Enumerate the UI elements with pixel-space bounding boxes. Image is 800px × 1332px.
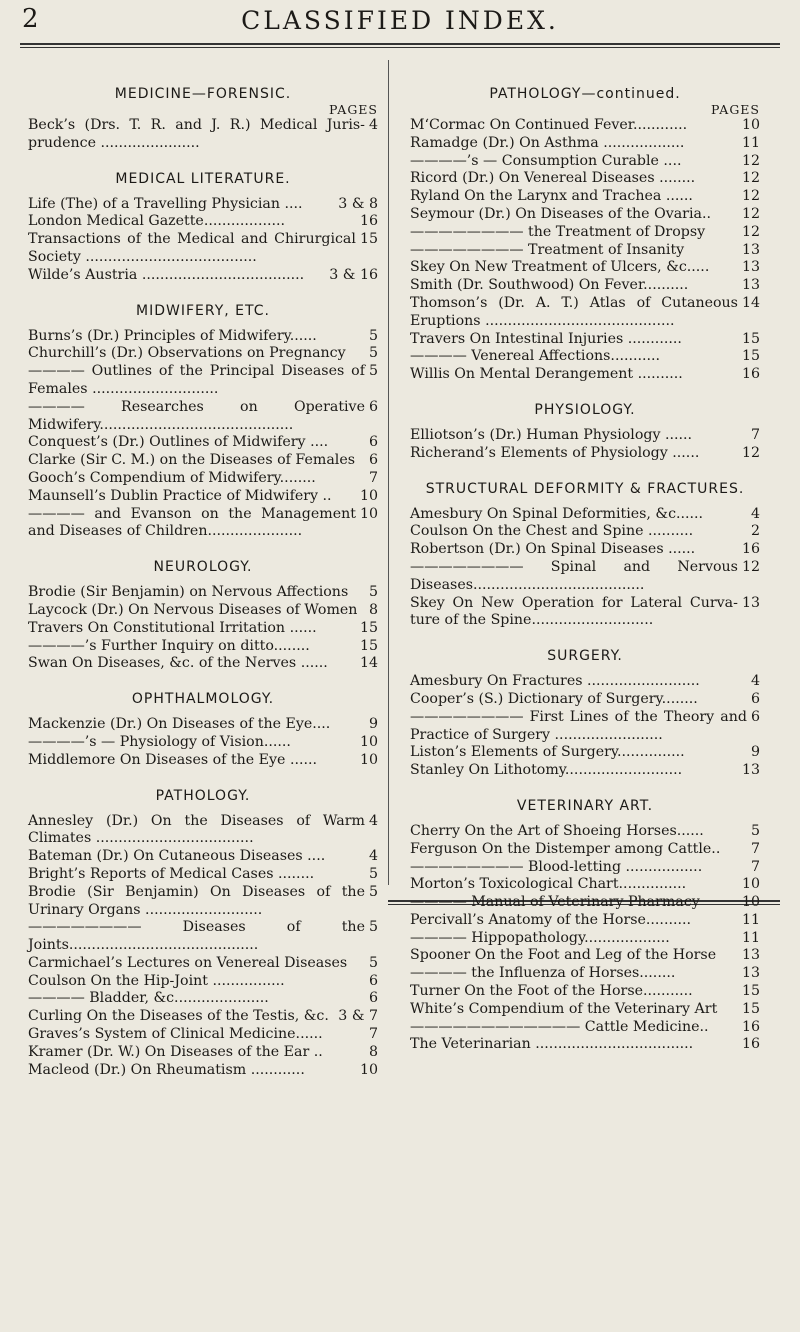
- entry-page-ref: 5: [368, 327, 378, 344]
- index-entry: [28, 434, 378, 452]
- index-entry: [28, 848, 378, 866]
- index-entry: [410, 876, 760, 894]
- entry-title: Smith (Dr. Southwood) On Fever..........: [410, 277, 689, 294]
- entry-title: Seymour (Dr.) On Diseases of the Ovaria..: [410, 205, 711, 222]
- entry-title: Robertson (Dr.) On Spinal Diseases ......: [410, 541, 696, 558]
- entry-page-ref: 11: [741, 911, 760, 928]
- index-entry: [410, 965, 760, 983]
- entry-title: Travers On Constitutional Irritation ......: [28, 619, 317, 636]
- section-heading: PATHOLOGY—continued.: [489, 86, 681, 102]
- index-entry: [410, 427, 760, 445]
- entry-page-ref: 5: [368, 919, 378, 936]
- entry-page-ref: 6: [368, 972, 378, 989]
- section-heading: MEDICINE—FORENSIC.: [114, 86, 292, 102]
- entry-page-ref: 15: [741, 348, 760, 365]
- entry-title: Maunsell’s Dublin Practice of Midwifery ..: [28, 487, 332, 504]
- entry-title: Clarke (Sir C. M.) on the Diseases of Females: [28, 452, 356, 469]
- running-title: CLASSIFIED INDEX.: [241, 6, 559, 35]
- section-heading: SURGERY.: [547, 648, 623, 665]
- entry-page-ref: 6: [368, 398, 378, 415]
- entry-title: Amesbury On Spinal Deformities, &c......: [410, 505, 704, 522]
- entry-title: Skey On New Operation for Lateral Curva- ture of the Spine...........................: [410, 594, 738, 629]
- entry-page-ref: 6: [368, 990, 378, 1007]
- entry-page-ref: 13: [741, 594, 760, 611]
- index-entry: [410, 559, 760, 595]
- index-entry: [410, 1036, 760, 1054]
- entry-title: Ryland On the Larynx and Trachea ......: [410, 188, 693, 205]
- entry-title: Skey On New Treatment of Ulcers, &c.....: [410, 259, 710, 276]
- index-entry: [410, 859, 760, 877]
- entry-page-ref: 6: [368, 434, 378, 451]
- index-entry: [410, 744, 760, 762]
- entry-page-ref: 15: [741, 983, 760, 1000]
- entry-title: ———— Researches on Operative Midwifery...........................................: [28, 398, 365, 433]
- index-entry: [410, 841, 760, 859]
- entry-page-ref: 6: [750, 708, 760, 725]
- entry-page-ref: 13: [741, 762, 760, 779]
- entry-page-ref: 15: [359, 619, 378, 636]
- index-entry: [410, 445, 760, 463]
- entry-title: ———— Venereal Affections...........: [410, 348, 661, 365]
- entry-page-ref: 13: [741, 241, 760, 258]
- index-entry: [28, 620, 378, 638]
- entry-page-ref: 12: [741, 170, 760, 187]
- index-entry: [28, 955, 378, 973]
- entry-page-ref: 12: [741, 558, 760, 575]
- entry-title: Macleod (Dr.) On Rheumatism ............: [28, 1061, 305, 1078]
- entry-page-ref: 15: [359, 637, 378, 654]
- index-entry: [28, 813, 378, 849]
- entry-title: Laycock (Dr.) On Nervous Diseases of Women: [28, 601, 358, 618]
- entry-title: M‘Cormac On Continued Fever............: [410, 117, 688, 133]
- index-entry: [28, 1062, 378, 1080]
- entry-title: ———————————— Cattle Medicine..: [410, 1018, 709, 1035]
- entry-page-ref: 16: [741, 1018, 760, 1035]
- entry-page-ref: 16: [741, 541, 760, 558]
- entry-page-ref: 7: [368, 469, 378, 486]
- entry-title: Thomson’s (Dr. A. T.) Atlas of Cutaneous Eruptions ..........................................: [410, 294, 738, 329]
- entry-page-ref: 12: [741, 188, 760, 205]
- index-entry: [28, 990, 378, 1008]
- index-entry: [410, 188, 760, 206]
- entry-title: ———————— Spinal and Nervous Diseases......................................: [410, 558, 738, 593]
- index-entry: [28, 973, 378, 991]
- section-heading: PHYSIOLOGY.: [534, 401, 636, 418]
- index-entry: [28, 638, 378, 656]
- entry-title: ————’s — Physiology of Vision......: [28, 733, 291, 750]
- entry-page-ref: 7: [750, 840, 760, 857]
- entry-title: ———— Hippopathology...................: [410, 929, 670, 946]
- entry-title: ————’s Further Inquiry on ditto........: [28, 637, 310, 654]
- index-entry: [28, 734, 378, 752]
- index-entry: [28, 231, 378, 267]
- index-entry: [28, 584, 378, 602]
- entry-title: ———— Outlines of the Principal Diseases of Females ............................: [28, 363, 365, 397]
- entry-title: Cherry On the Art of Shoeing Horses......: [410, 822, 704, 839]
- index-entry: [28, 345, 378, 363]
- entry-page-ref: 15: [741, 1000, 760, 1017]
- index-entry: [410, 277, 760, 295]
- index-entry: [28, 399, 378, 435]
- index-entry: [28, 884, 378, 920]
- entry-title: Willis On Mental Derangement ..........: [410, 366, 683, 383]
- entry-page-ref: 5: [750, 822, 760, 839]
- index-entry: [410, 206, 760, 224]
- entry-title: Swan On Diseases, &c. of the Nerves ......: [28, 655, 328, 672]
- entry-page-ref: 5: [368, 345, 378, 362]
- index-entry: [410, 595, 760, 631]
- entry-title: ———— and Evanson on the Management and Diseases of Children.....................: [28, 505, 356, 540]
- index-entry: [28, 1008, 378, 1026]
- index-entry: [410, 259, 760, 277]
- entry-title: Coulson On the Hip-Joint ................: [28, 972, 285, 989]
- entry-title: Cooper’s (S.) Dictionary of Surgery........: [410, 690, 698, 707]
- entry-page-ref: 9: [750, 744, 760, 761]
- section-heading: VETERINARY ART.: [516, 797, 654, 814]
- entry-title: Mackenzie (Dr.) On Diseases of the Eye....: [28, 716, 331, 733]
- entry-page-ref: 12: [741, 152, 760, 169]
- index-entry: [28, 919, 378, 955]
- section-heading: NEUROLOGY.: [153, 559, 253, 576]
- entry-page-ref: 8: [368, 1043, 378, 1060]
- entry-page-ref: 13: [741, 277, 760, 294]
- index-entry: [410, 912, 760, 930]
- pages-label: PAGES: [329, 102, 378, 117]
- index-entry: [28, 452, 378, 470]
- entry-title: Ramadge (Dr.) On Asthma ..................: [410, 134, 685, 151]
- index-entry: [28, 328, 378, 346]
- entry-title: Stanley On Lithotomy..........................: [410, 762, 683, 779]
- entry-page-ref: 13: [741, 947, 760, 964]
- index-entry: [410, 823, 760, 841]
- index-entry: [410, 331, 760, 349]
- entry-title: ———— the Influenza of Horses........: [410, 965, 676, 982]
- entry-title: Liston’s Elements of Surgery...............: [410, 744, 685, 761]
- entry-title: Carmichael’s Lectures on Venereal Diseases: [28, 954, 348, 971]
- index-entry: [410, 117, 760, 135]
- entry-page-ref: 5: [368, 363, 378, 380]
- entry-title: ———————— Treatment of Insanity: [410, 241, 685, 258]
- index-entry: [28, 1044, 378, 1062]
- entry-title: Ricord (Dr.) On Venereal Diseases ........: [410, 170, 696, 187]
- entry-page-ref: 4: [368, 117, 378, 133]
- entry-page-ref: 10: [741, 876, 760, 893]
- entry-page-ref: 4: [368, 848, 378, 865]
- index-entry: [410, 947, 760, 965]
- entry-title: London Medical Gazette..................: [28, 213, 286, 230]
- entry-title: Bateman (Dr.) On Cutaneous Diseases ....: [28, 848, 326, 865]
- entry-page-ref: 3 & 16: [329, 266, 378, 283]
- entry-page-ref: 10: [359, 751, 378, 768]
- entry-title: The Veterinarian ...................................: [410, 1036, 694, 1053]
- section-heading: MEDICAL LITERATURE.: [115, 170, 291, 187]
- entry-page-ref: 12: [741, 205, 760, 222]
- section-heading: PATHOLOGY.: [155, 787, 251, 804]
- index-entry: [410, 506, 760, 524]
- right-column: [410, 86, 760, 1054]
- entry-title: Beck’s (Drs. T. R. and J. R.) Medical Juris- prudence ......................: [28, 117, 365, 151]
- entry-title: Graves’s System of Clinical Medicine......: [28, 1026, 323, 1043]
- entry-title: Wilde’s Austria ....................................: [28, 266, 305, 283]
- index-entry: [410, 1019, 760, 1037]
- entry-title: Ferguson On the Distemper among Cattle..: [410, 840, 721, 857]
- entry-title: Transactions of the Medical and Chirurgical Society ......................................: [28, 231, 356, 265]
- entry-title: Annesley (Dr.) On the Diseases of Warm Climates ...................................: [28, 812, 365, 847]
- entry-title: Curling On the Diseases of the Testis, &c.: [28, 1008, 329, 1025]
- entry-page-ref: 16: [741, 1036, 760, 1053]
- index-entry: [410, 541, 760, 559]
- entry-title: ———————— Blood-letting .................: [410, 858, 703, 875]
- entry-page-ref: 4: [750, 673, 760, 690]
- entry-page-ref: 2: [750, 523, 760, 540]
- index-entry: [28, 655, 378, 673]
- entry-title: Brodie (Sir Benjamin) On Diseases of the Urinary Organs ..........................: [28, 883, 365, 918]
- index-entry: [28, 716, 378, 734]
- index-entry: [410, 709, 760, 745]
- entry-page-ref: 14: [741, 294, 760, 311]
- column-divider: [388, 60, 389, 885]
- header-rule: [20, 43, 780, 45]
- index-entry: [410, 691, 760, 709]
- index-entry: [410, 242, 760, 260]
- index-entry: [410, 983, 760, 1001]
- entry-title: ———— Bladder, &c.....................: [28, 990, 269, 1007]
- index-entry: [28, 602, 378, 620]
- entry-title: ————’s — Consumption Curable ....: [410, 152, 682, 169]
- entry-page-ref: 11: [741, 929, 760, 946]
- entry-page-ref: 10: [359, 487, 378, 504]
- entry-title: Richerand’s Elements of Physiology ......: [410, 444, 700, 461]
- pages-label: PAGES: [711, 102, 760, 117]
- entry-title: Spooner On the Foot and Leg of the Horse: [410, 947, 717, 964]
- entry-page-ref: 10: [741, 894, 760, 911]
- entry-page-ref: 14: [359, 655, 378, 672]
- left-column: [28, 86, 378, 1079]
- entry-title: Morton’s Toxicological Chart...............: [410, 876, 687, 893]
- entry-page-ref: 10: [359, 1061, 378, 1078]
- index-entry: [28, 117, 378, 153]
- entry-title: Bright’s Reports of Medical Cases ........: [28, 865, 315, 882]
- entry-page-ref: 5: [368, 865, 378, 882]
- section-heading: OPHTHALMOLOGY.: [131, 691, 275, 708]
- index-entry: [28, 470, 378, 488]
- entry-page-ref: 16: [359, 213, 378, 230]
- entry-title: Amesbury On Fractures .........................: [410, 673, 700, 690]
- entry-title: Churchill’s (Dr.) Observations on Pregnancy: [28, 345, 346, 362]
- index-entry: [410, 762, 760, 780]
- entry-title: Percivall’s Anatomy of the Horse..........: [410, 911, 691, 928]
- index-entry: [28, 488, 378, 506]
- entry-title: Coulson On the Chest and Spine ..........: [410, 523, 694, 540]
- entry-title: Burns’s (Dr.) Principles of Midwifery......: [28, 327, 317, 344]
- entry-title: White’s Compendium of the Veterinary Art: [410, 1000, 718, 1017]
- entry-page-ref: 12: [741, 223, 760, 240]
- entry-title: Brodie (Sir Benjamin) on Nervous Affections: [28, 584, 349, 601]
- entry-page-ref: 10: [359, 733, 378, 750]
- index-entry: [28, 866, 378, 884]
- entry-page-ref: 5: [368, 584, 378, 601]
- entry-page-ref: 5: [368, 883, 378, 900]
- page-number: 2: [22, 4, 39, 34]
- entry-page-ref: 12: [741, 444, 760, 461]
- entry-page-ref: 11: [741, 134, 760, 151]
- index-entry: [410, 523, 760, 541]
- entry-page-ref: 13: [741, 259, 760, 276]
- entry-page-ref: 4: [368, 812, 378, 829]
- index-entry: [410, 366, 760, 384]
- entry-page-ref: 4: [750, 505, 760, 522]
- index-entry: [410, 153, 760, 171]
- entry-page-ref: 3 & 7: [338, 1008, 378, 1025]
- entry-page-ref: 8: [368, 601, 378, 618]
- index-entry: [410, 673, 760, 691]
- header-rule-thin: [20, 47, 780, 48]
- entry-page-ref: 13: [741, 965, 760, 982]
- entry-title: ———————— First Lines of the Theory and Practice of Surgery ........................: [410, 708, 747, 743]
- index-entry: [410, 295, 760, 331]
- entry-title: ———— Manual of Veterinary Pharmacy: [410, 894, 700, 911]
- entry-title: ———————— Diseases of the Joints..........................................: [28, 919, 365, 954]
- entry-page-ref: 7: [368, 1026, 378, 1043]
- entry-page-ref: 6: [368, 452, 378, 469]
- entry-title: Kramer (Dr. W.) On Diseases of the Ear ..: [28, 1043, 323, 1060]
- index-entry: [28, 213, 378, 231]
- entry-page-ref: 16: [741, 366, 760, 383]
- index-entry: [410, 170, 760, 188]
- index-entry: [28, 1026, 378, 1044]
- entry-page-ref: 7: [750, 426, 760, 443]
- index-entry: [28, 267, 378, 285]
- index-entry: [410, 930, 760, 948]
- entry-title: Gooch’s Compendium of Midwifery........: [28, 469, 316, 486]
- entry-title: Life (The) of a Travelling Physician ....: [28, 195, 303, 212]
- entry-title: Travers On Intestinal Injuries ............: [410, 330, 682, 347]
- entry-page-ref: 10: [741, 117, 760, 133]
- index-entry: [28, 752, 378, 770]
- index-entry: [410, 894, 760, 912]
- index-entry: [410, 135, 760, 153]
- entry-page-ref: 3 & 8: [338, 195, 378, 212]
- index-entry: [410, 224, 760, 242]
- entry-page-ref: 5: [368, 954, 378, 971]
- entry-title: ———————— the Treatment of Dropsy: [410, 223, 706, 240]
- entry-page-ref: 6: [750, 690, 760, 707]
- index-entry: [410, 348, 760, 366]
- index-entry: [28, 363, 378, 399]
- section-heading: MIDWIFERY, ETC.: [136, 302, 270, 319]
- entry-page-ref: 7: [750, 858, 760, 875]
- entry-page-ref: 9: [368, 716, 378, 733]
- entry-title: Middlemore On Diseases of the Eye ......: [28, 751, 318, 768]
- entry-page-ref: 15: [359, 231, 378, 248]
- entry-title: Elliotson’s (Dr.) Human Physiology ......: [410, 426, 693, 443]
- entry-page-ref: 10: [359, 505, 378, 522]
- index-entry: [28, 506, 378, 542]
- index-entry: [28, 196, 378, 214]
- entry-page-ref: 15: [741, 330, 760, 347]
- section-heading: STRUCTURAL DEFORMITY & FRACTURES.: [425, 480, 745, 497]
- entry-title: Turner On the Foot of the Horse...........: [410, 983, 693, 1000]
- entry-title: Conquest’s (Dr.) Outlines of Midwifery ....: [28, 434, 329, 451]
- index-entry: [410, 1001, 760, 1019]
